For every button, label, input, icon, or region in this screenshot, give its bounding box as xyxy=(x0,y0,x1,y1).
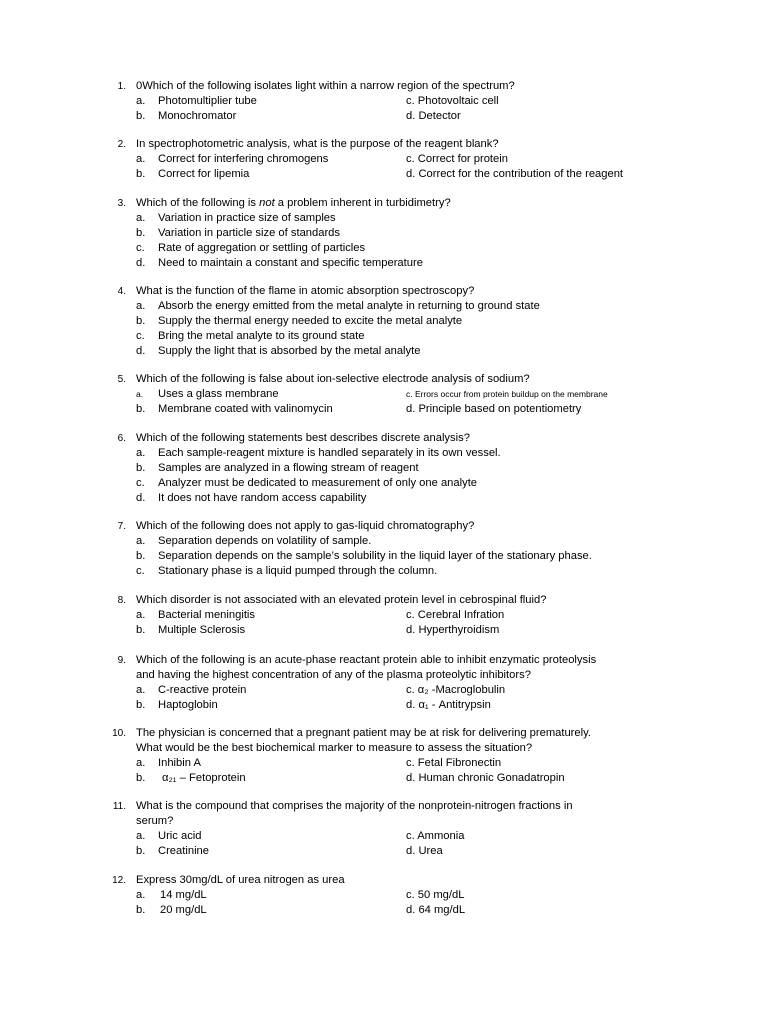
question-number: 4. xyxy=(117,286,126,297)
question-10 xyxy=(0,726,768,786)
option-letter: b. xyxy=(136,699,146,711)
option-row xyxy=(0,387,768,402)
option-row xyxy=(0,829,768,844)
option-row xyxy=(0,241,768,256)
option-text: Absorb the energy emitted from the metal analyte in returning to ground state xyxy=(158,300,540,312)
option-letter: a. xyxy=(136,95,146,107)
option-text: Supply the thermal energy needed to excite the metal analyte xyxy=(158,315,463,327)
option-letter: a. xyxy=(136,684,146,696)
option-letter: a. xyxy=(136,212,146,224)
option-text: Bring the metal analyte to its ground state xyxy=(158,330,365,342)
option-text: Separation depends on volatility of sample. xyxy=(158,535,372,547)
question-text-continued: and having the highest concentration of any of the plasma proteolytic inhibitors? xyxy=(136,669,531,681)
option-text: Variation in practice size of samples xyxy=(158,212,336,224)
option-text-right: c. Correct for protein xyxy=(406,153,508,165)
option-text: Each sample-reagent mixture is handled separately in its own vessel. xyxy=(158,447,501,459)
option-letter: b. xyxy=(136,315,146,327)
option-text: Correct for interfering chromogens xyxy=(158,153,329,165)
option-row xyxy=(0,461,768,476)
option-text-right: c. Fetal Fibronectin xyxy=(406,757,502,769)
option-text: Uses a glass membrane xyxy=(158,388,279,400)
question-7 xyxy=(0,519,768,579)
option-row xyxy=(0,94,768,109)
question-text: 0Which of the following isolates light within a narrow region of the spectrum? xyxy=(136,80,515,92)
option-letter: b. xyxy=(136,845,146,857)
option-text-right: c. α₂ -Macroglobulin xyxy=(406,684,506,696)
option-text-right: d. Hyperthyroidism xyxy=(406,624,500,636)
question-number: 7. xyxy=(117,521,126,532)
question-text: Express 30mg/dL of urea nitrogen as urea xyxy=(136,874,345,886)
option-text: Stationary phase is a liquid pumped through the column. xyxy=(158,565,438,577)
option-letter: b. xyxy=(136,110,146,122)
option-text: 14 mg/dL xyxy=(160,889,207,901)
option-letter: a. xyxy=(136,609,146,621)
question-number: 8. xyxy=(117,595,126,606)
question-number: 2. xyxy=(117,139,126,150)
option-letter: b. xyxy=(136,624,146,636)
option-row xyxy=(0,226,768,241)
option-row xyxy=(0,608,768,623)
question-number: 6. xyxy=(117,433,126,444)
option-letter: a. xyxy=(136,300,146,312)
question-9 xyxy=(0,653,768,713)
option-letter: a. xyxy=(136,889,146,901)
option-row xyxy=(0,211,768,226)
question-number: 10. xyxy=(112,728,126,739)
option-letter: d. xyxy=(136,345,146,357)
option-text-right: c. Ammonia xyxy=(406,830,465,842)
question-text: Which of the following statements best describes discrete analysis? xyxy=(136,432,470,444)
option-letter: a. xyxy=(136,535,146,547)
option-letter: b. xyxy=(136,904,146,916)
question-number: 3. xyxy=(117,198,126,209)
option-text: It does not have random access capability xyxy=(158,492,367,504)
option-row xyxy=(0,564,768,579)
option-letter: d. xyxy=(136,257,146,269)
option-text: Separation depends on the sample’s solubility in the liquid layer of the stationary phase. xyxy=(158,550,592,562)
option-text: α₂₁ – Fetoprotein xyxy=(162,772,246,784)
question-text: What is the compound that comprises the majority of the nonprotein-nitrogen fractions in xyxy=(136,800,573,812)
option-letter: b. xyxy=(136,772,146,784)
option-row xyxy=(0,446,768,461)
option-row xyxy=(0,256,768,271)
question-text: In spectrophotometric analysis, what is the purpose of the reagent blank? xyxy=(136,138,499,150)
question-6 xyxy=(0,431,768,506)
option-text: Uric acid xyxy=(158,830,202,842)
option-row xyxy=(0,623,768,638)
option-row xyxy=(0,152,768,167)
option-text: Membrane coated with valinomycin xyxy=(158,403,333,415)
option-text-right: c. Cerebral Infration xyxy=(406,609,505,621)
option-text: Samples are analyzed in a flowing stream of reagent xyxy=(158,462,419,474)
option-row xyxy=(0,698,768,713)
question-text: Which of the following does not apply to gas-liquid chromatography? xyxy=(136,520,475,532)
option-row xyxy=(0,683,768,698)
option-text-right: d. Correct for the contribution of the reagent xyxy=(406,168,624,180)
question-number: 9. xyxy=(117,655,126,666)
option-text-right: d. α₁ - Antitrypsin xyxy=(406,699,491,711)
option-text: Correct for lipemia xyxy=(158,168,250,180)
option-text-right: d. Principle based on potentiometry xyxy=(406,403,582,415)
option-text-right: d. Detector xyxy=(406,110,461,122)
option-text: Variation in particle size of standards xyxy=(158,227,340,239)
option-row xyxy=(0,888,768,903)
question-12 xyxy=(0,873,768,918)
option-text-right: c. Photovoltaic cell xyxy=(406,95,499,107)
question-text: The physician is concerned that a pregnant patient may be at risk for delivering prematurely. xyxy=(136,727,591,739)
option-letter: a. xyxy=(136,447,146,459)
option-row xyxy=(0,549,768,564)
option-letter: c. xyxy=(136,242,145,254)
option-text: Monochromator xyxy=(158,110,237,122)
option-row xyxy=(0,109,768,124)
option-row xyxy=(0,329,768,344)
option-text: Analyzer must be dedicated to measurement of only one analyte xyxy=(158,477,478,489)
option-row xyxy=(0,344,768,359)
option-text-right: d. Urea xyxy=(406,845,443,857)
question-number: 5. xyxy=(117,374,126,385)
question-text-continued: What would be the best biochemical marker to measure to assess the situation? xyxy=(136,742,533,754)
option-text-right: c. 50 mg/dL xyxy=(406,889,465,901)
option-letter: a. xyxy=(136,830,146,842)
option-text: C-reactive protein xyxy=(158,684,247,696)
question-3 xyxy=(0,196,768,271)
question-5 xyxy=(0,372,768,417)
option-row xyxy=(0,534,768,549)
option-row xyxy=(0,491,768,506)
option-text: Inhibin A xyxy=(158,757,201,769)
question-number: 1. xyxy=(117,81,126,92)
question-number: 12. xyxy=(112,875,126,886)
option-letter: c. xyxy=(136,330,145,342)
option-text: Bacterial meningitis xyxy=(158,609,256,621)
question-text: Which disorder is not associated with an elevated protein level in cebrospinal fluid? xyxy=(136,594,547,606)
option-row xyxy=(0,771,768,786)
question-2 xyxy=(0,137,768,182)
question-text-continued: serum? xyxy=(136,815,174,827)
option-row xyxy=(0,476,768,491)
option-text-right: d. 64 mg/dL xyxy=(406,904,466,916)
option-text: Need to maintain a constant and specific temperature xyxy=(158,257,423,269)
option-row xyxy=(0,903,768,918)
question-text: What is the function of the flame in atomic absorption spectroscopy? xyxy=(136,285,475,297)
question-text: Which of the following is false about ion-selective electrode analysis of sodium? xyxy=(136,373,530,385)
option-row xyxy=(0,299,768,314)
option-text: 20 mg/dL xyxy=(160,904,207,916)
option-text: Multiple Sclerosis xyxy=(158,624,246,636)
option-letter: a. xyxy=(136,757,146,769)
question-text: Which of the following is not a problem inherent in turbidimetry? xyxy=(136,197,451,209)
option-letter: b. xyxy=(136,168,146,180)
question-8 xyxy=(0,593,768,638)
option-row xyxy=(0,844,768,859)
option-letter: d. xyxy=(136,492,146,504)
option-text: Creatinine xyxy=(158,845,209,857)
option-row xyxy=(0,167,768,182)
option-letter: a. xyxy=(136,389,144,399)
question-number: 11. xyxy=(112,801,126,812)
question-4 xyxy=(0,284,768,359)
option-letter: b. xyxy=(136,462,146,474)
option-text-right: d. Human chronic Gonadatropin xyxy=(406,772,565,784)
question-11 xyxy=(0,799,768,859)
question-text: Which of the following is an acute-phase reactant protein able to inhibit enzymatic proteolysis xyxy=(136,654,597,666)
question-1 xyxy=(0,79,768,124)
option-text-right: c. Errors occur from protein buildup on the membrane xyxy=(406,389,608,399)
option-text: Haptoglobin xyxy=(158,699,218,711)
option-letter: c. xyxy=(136,477,145,489)
option-row xyxy=(0,314,768,329)
option-text: Supply the light that is absorbed by the metal analyte xyxy=(158,345,421,357)
option-letter: b. xyxy=(136,403,146,415)
option-text: Photomultiplier tube xyxy=(158,95,257,107)
option-letter: c. xyxy=(136,565,145,577)
option-text: Rate of aggregation or settling of particles xyxy=(158,242,366,254)
option-row xyxy=(0,402,768,417)
emphasis-not: not xyxy=(259,197,275,209)
option-letter: b. xyxy=(136,550,146,562)
option-row xyxy=(0,756,768,771)
option-letter: b. xyxy=(136,227,146,239)
option-letter: a. xyxy=(136,153,146,165)
